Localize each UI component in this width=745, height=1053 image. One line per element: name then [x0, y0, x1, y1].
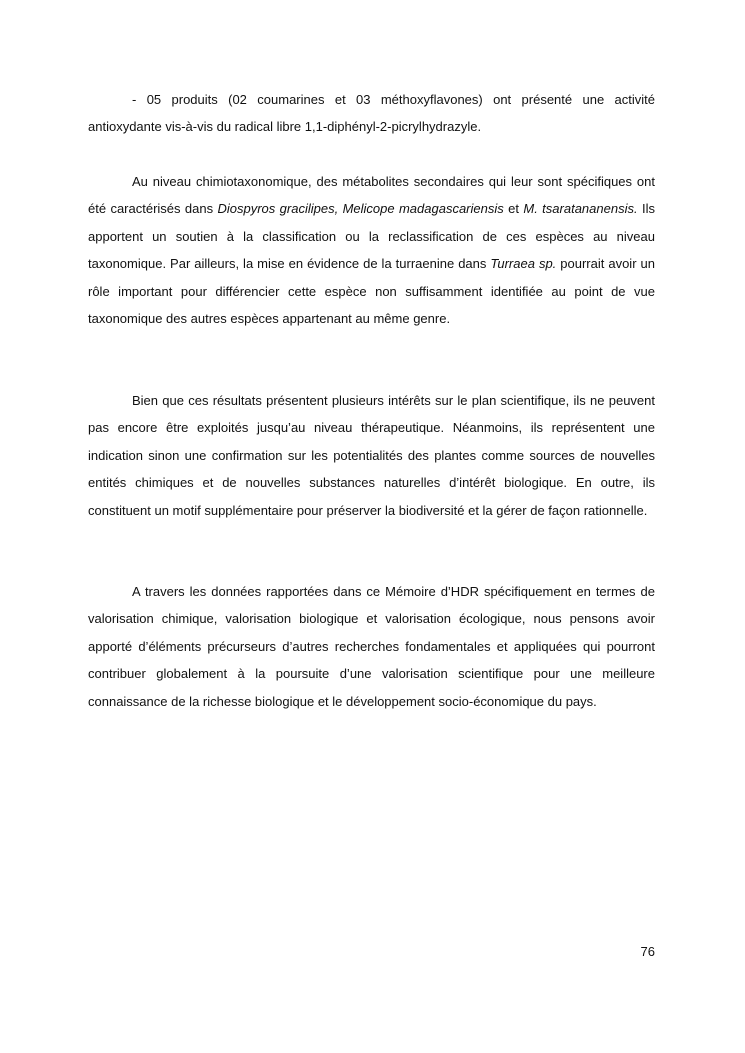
chemotaxonomy-text-1: Au niveau chimiotaxonomique, des métabolites secondaires qui leur sont spécifiques ont été caractérisés dans: [88, 174, 655, 217]
paragraph-scientific-interest: Bien que ces résultats présentent plusieurs intérêts sur le plan scientifique, ils ne peuvent pas encore être exploités jusqu’au niveau thérapeutique. Néanmoins, ils représentent une indication sinon une confirmation sur les potentialités des plantes comme sources de nouvelles entités chimiques et de nouvelles substances naturelles d’intérêt biologique. En outre, ils constituent un motif supplémentaire pour préserver la biodiversité et la gérer de façon rationnelle.: [88, 393, 655, 518]
paragraph-antioxidant-results: - 05 produits (02 coumarines et 03 méthoxyflavones) ont présenté une activité antioxydante vis-à-vis du radical libre 1,1-diphényl-2-picrylhydrazyle.: [88, 92, 655, 135]
page-number: 76: [640, 944, 655, 959]
paragraph-chemotaxonomy: [88, 168, 655, 332]
chemotaxonomy-text-3: Ils apportent un soutien à la classification ou la reclassification de ces espèces au niveau taxonomique. Par ailleurs, la mise en évidence de la turraenine dans: [88, 201, 655, 272]
chemotaxonomy-text-4: pourrait avoir un rôle important pour différencier cette espèce non suffisamment identifiée au point de vue taxonomique des autres espèces appartenant au même genre.: [88, 256, 655, 327]
species-name-m-tsaratananensis: M. tsaratananensis.: [523, 201, 638, 217]
species-name-turraea: Turraea sp.: [490, 256, 557, 272]
species-names: Diospyros gracilipes, Melicope madagascariensis: [217, 201, 504, 217]
chemotaxonomy-text-2: et: [503, 201, 524, 217]
paragraph-conclusion: A travers les données rapportées dans ce Mémoire d’HDR spécifiquement en termes de valorisation chimique, valorisation biologique et valorisation écologique, nous pensons avoir apporté d’éléments précurseurs d’autres recherches fondamentales et appliquées qui pourront contribuer globalement à la poursuite d’une valorisation scientifique pour une meilleure connaissance de la richesse biologique et le développement socio-économique du pays.: [88, 584, 655, 709]
